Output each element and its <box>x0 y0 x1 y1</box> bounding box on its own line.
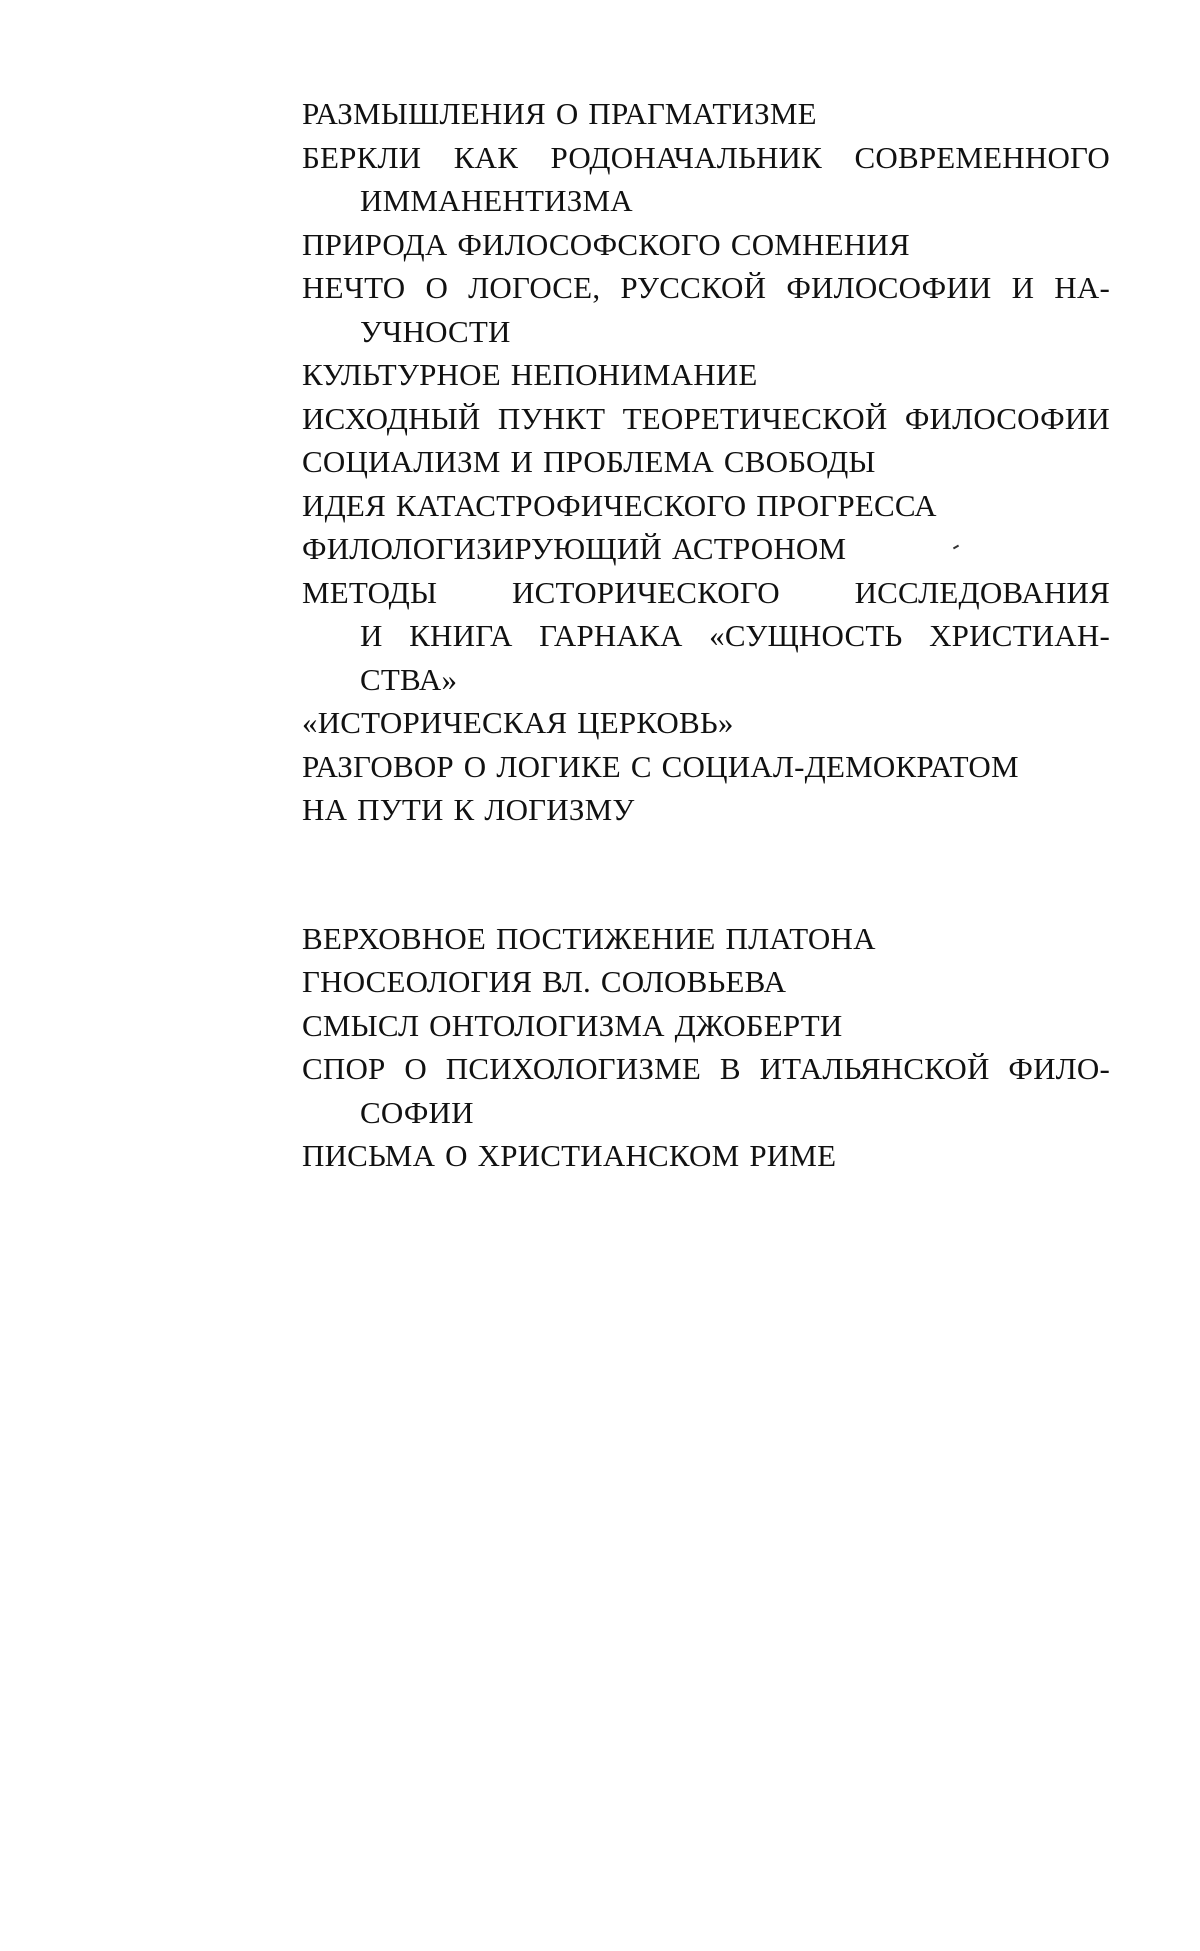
toc-line-continued: ИММАНЕНТИЗМА <box>360 183 633 218</box>
toc-line: МЕТОДЫ ИСТОРИЧЕСКОГО ИССЛЕДОВАНИЯ <box>302 574 1110 610</box>
toc-line: «ИСТОРИЧЕСКАЯ ЦЕРКОВЬ» <box>302 705 734 740</box>
toc-entry <box>302 571 1110 702</box>
toc-line-continued <box>302 614 1110 658</box>
toc-line: ПРИРОДА ФИЛОСОФСКОГО СОМНЕНИЯ <box>302 226 910 262</box>
toc-entry <box>302 527 1110 571</box>
toc-line-continued: СТВА» <box>360 661 458 697</box>
toc-line-continued-text: И КНИГА ГАРНАКА «СУЩНОСТЬ ХРИСТИАН- <box>360 618 1110 653</box>
toc-entry <box>302 136 1110 223</box>
toc-line: СОЦИАЛИЗМ И ПРОБЛЕМА СВОБОДЫ <box>302 444 876 479</box>
toc-entry <box>302 960 1110 1004</box>
toc-entry <box>302 397 1110 441</box>
toc-line: СМЫСЛ ОНТОЛОГИЗМА ДЖОБЕРТИ <box>302 1007 843 1043</box>
toc-line-continued: УЧНОСТИ <box>360 313 511 349</box>
toc-entry <box>302 92 1110 136</box>
toc-entry <box>302 353 1110 397</box>
toc-line: ИСХОДНЫЙ ПУНКТ ТЕОРЕТИЧЕСКОЙ ФИЛОСОФИИ <box>302 400 1110 436</box>
toc-entry <box>302 1004 1110 1048</box>
toc-line: РАЗМЫШЛЕНИЯ О ПРАГМАТИЗМЕ <box>302 96 817 131</box>
toc-line: БЕРКЛИ КАК РОДОНАЧАЛЬНИК СОВРЕМЕННОГО <box>302 139 1110 175</box>
toc-line: ИДЕЯ КАТАСТРОФИЧЕСКОГО ПРОГРЕССА <box>302 487 937 523</box>
toc-entry <box>302 745 1110 789</box>
toc-line: НЕЧТО О ЛОГОСЕ, РУССКОЙ ФИЛОСОФИИ И НА- <box>302 270 1110 305</box>
toc-entry <box>302 266 1110 353</box>
toc-line: ФИЛОЛОГИЗИРУЮЩИЙ АСТРОНОМ <box>302 531 847 566</box>
toc-line: ГНОСЕОЛОГИЯ ВЛ. СОЛОВЬЕВА <box>302 964 787 999</box>
toc-line: КУЛЬТУРНОЕ НЕПОНИМАНИЕ <box>302 357 758 392</box>
table-of-contents <box>302 92 1110 1178</box>
toc-line-continued: СОФИИ <box>360 1094 474 1130</box>
toc-line: СПОР О ПСИХОЛОГИЗМЕ В ИТАЛЬЯНСКОЙ ФИЛО- <box>302 1051 1110 1086</box>
toc-group-1 <box>302 92 1110 832</box>
toc-entry <box>302 440 1110 484</box>
toc-entry <box>302 223 1110 267</box>
toc-line: НА ПУТИ К ЛОГИЗМУ <box>302 792 635 827</box>
toc-entry <box>302 1134 1110 1178</box>
toc-line: ПИСЬМА О ХРИСТИАНСКОМ РИМЕ <box>302 1138 837 1173</box>
toc-line: ВЕРХОВНОЕ ПОСТИЖЕНИЕ ПЛАТОНА <box>302 920 876 956</box>
toc-line: РАЗГОВОР О ЛОГИКЕ С СОЦИАЛ-ДЕМОКРАТОМ <box>302 748 1019 784</box>
toc-entry <box>302 701 1110 745</box>
toc-entry <box>302 484 1110 528</box>
toc-entry <box>302 788 1110 832</box>
toc-entry <box>302 917 1110 961</box>
toc-entry <box>302 1047 1110 1134</box>
toc-group-2 <box>302 917 1110 1178</box>
